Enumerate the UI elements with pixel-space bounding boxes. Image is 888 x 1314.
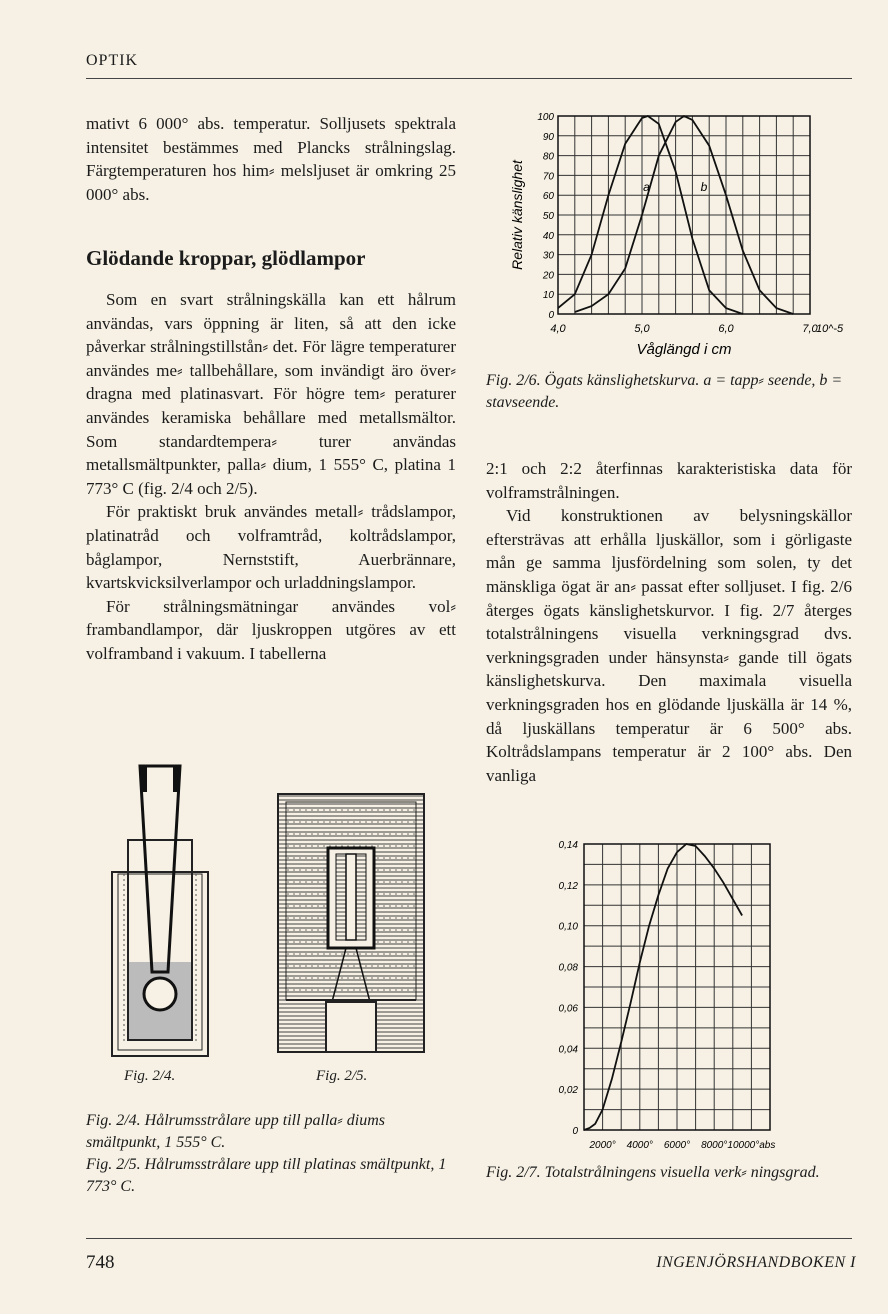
y-tick-label: 50 bbox=[542, 211, 554, 222]
page-number: 748 bbox=[86, 1252, 115, 1273]
y-tick-label: 0,04 bbox=[558, 1044, 578, 1056]
curve-label-a: a bbox=[643, 180, 650, 195]
fig-2-7-caption: Fig. 2/7. Totalstrålningens visuella verk⸗ ningsgrad. bbox=[486, 1164, 820, 1181]
x-tick-label: 6,0 bbox=[718, 323, 734, 335]
left-column-body bbox=[86, 288, 456, 666]
x-tick-label: 10000°abs bbox=[727, 1140, 776, 1151]
y-tick-label: 0 bbox=[572, 1126, 578, 1137]
x-tick-label: 6000° bbox=[663, 1140, 691, 1151]
intro-paragraph: mativt 6 000° abs. temperatur. Solljusets spektrala intensitet bestämmes med Plancks strålningslag. Färgtemperaturen hos him⸗ melsljuset är omkring 25 000° abs. bbox=[86, 114, 456, 204]
y-tick-label: 0,12 bbox=[558, 880, 578, 892]
paragraph-light-sources: Vid konstruktionen av belysningskällor eftersträvas att erhålla ljuskällor, som i görligaste mån ge samma ljusfördelning som solen, ty det mänskliga ögat är an⸗ passat efter solljuset. I fig. 2/6 återges ögats känslighetskurvor. I fig. 2/7 återges totalstrålningens visuella verkningsgrad dvs. verkningsgraden under hänsynsta⸗ gande till ögats känslighetskurva. Den maximala visuella verkningsgraden hos en glödande ljuskälla är 14 %, då ljuskällans temperatur är 6 500° abs. Koltrådslampans temperatur är 2 100° abs. Den vanliga bbox=[486, 506, 852, 785]
fig-2-5-drawing bbox=[274, 790, 428, 1056]
header-rule bbox=[86, 78, 852, 79]
cavity-bulb bbox=[144, 978, 176, 1010]
footer-rule bbox=[86, 1238, 852, 1239]
y-tick-label: 90 bbox=[542, 131, 554, 143]
y-tick-label: 20 bbox=[542, 270, 554, 282]
x-tick-label: 2000° bbox=[589, 1140, 616, 1151]
sight-tube bbox=[346, 854, 356, 940]
fig-2-5-caption: Fig. 2/5. Hålrumsstrålare upp till platinas smältpunkt, 1 773° C. bbox=[86, 1156, 447, 1195]
x-tick-label: 4,0 bbox=[550, 323, 566, 335]
running-header: OPTIK bbox=[86, 52, 139, 69]
fig-2-6-chart bbox=[500, 108, 844, 360]
left-column-intro bbox=[86, 112, 456, 206]
y-tick-label: 60 bbox=[542, 191, 554, 203]
y-tick-label: 80 bbox=[542, 151, 554, 163]
y-tick-label: 0,06 bbox=[558, 1003, 578, 1015]
y-tick-label: 0 bbox=[548, 310, 554, 321]
paragraph-hollow-body: Som en svart strålningskälla kan ett hålrum användas, vars öppning är liten, så att den icke påverkar strålningstillstån⸗ det. För lägre temperaturer användes me⸗ tallbehållare, som invändigt äro över⸗ dragna med platinasvart. För högre tem⸗ peraturer användes keramiska behållare med metallsmältor. Som standardtempera⸗ turer användas metallsmältpunkter, palla⸗ dium, 1 555° C, platina 1 773° C (fig. 2/4 och 2/5). bbox=[86, 290, 456, 498]
y-tick-label: 10 bbox=[542, 290, 554, 302]
x-tick-label: 7,0 bbox=[802, 323, 818, 335]
fig-2-6-caption: Fig. 2/6. Ögats känslighetskurva. a = tapp⸗ seende, b = stavseende. bbox=[486, 372, 843, 411]
paragraph-practical-lamps: För praktiskt bruk användes metall⸗ trådslampor, platinatråd och volframtråd, koltrådslampor, båglampor, Nernststift, Auerbrännare, kvartskvicksilverlampor och urladdningslampor. bbox=[86, 502, 456, 593]
curve-label-b: b bbox=[700, 180, 708, 195]
paragraph-measurement-lamps: För strålningsmätningar användes vol⸗ frambandlampor, där ljuskroppen utgöres av ett volframband i vakuum. I tabellerna bbox=[86, 596, 456, 663]
x-unit-label: 10^-5 bbox=[816, 323, 844, 335]
y-tick-label: 0,10 bbox=[558, 921, 578, 933]
cavity-tube bbox=[140, 766, 180, 972]
x-tick-label: 5,0 bbox=[634, 323, 650, 335]
fig-2-4-caption: Fig. 2/4. Hålrumsstrålare upp till palla⸗ diums smältpunkt, 1 555° C. bbox=[86, 1112, 385, 1151]
fig-2-7-chart bbox=[540, 836, 840, 1158]
furnace-opening bbox=[326, 1002, 376, 1052]
fig-2-4-label: Fig. 2/4. bbox=[124, 1068, 176, 1084]
y-tick-label: 70 bbox=[542, 171, 554, 183]
fig-2-4-drawing bbox=[108, 762, 218, 1060]
x-tick-label: 8000° bbox=[701, 1140, 728, 1151]
y-tick-label: 30 bbox=[542, 250, 554, 262]
paragraph-tables: 2:1 och 2:2 återfinnas karakteristiska data för volframstrålningen. bbox=[486, 459, 852, 502]
section-heading: Glödande kroppar, glödlampor bbox=[86, 246, 366, 270]
y-tick-label: 0,08 bbox=[558, 962, 578, 974]
y-tick-label: 100 bbox=[537, 112, 554, 123]
right-column-body bbox=[486, 457, 852, 787]
y-axis-label: Relativ känslighet bbox=[509, 160, 525, 270]
y-tick-label: 0,02 bbox=[558, 1085, 578, 1097]
fig-2-5-label: Fig. 2/5. bbox=[316, 1068, 368, 1084]
y-tick-label: 0,14 bbox=[558, 840, 578, 851]
x-tick-label: 4000° bbox=[626, 1140, 653, 1151]
x-axis-label: Våglängd i cm bbox=[636, 341, 732, 358]
y-tick-label: 40 bbox=[542, 230, 554, 242]
book-title: INGENJÖRSHANDBOKEN I bbox=[656, 1254, 856, 1271]
